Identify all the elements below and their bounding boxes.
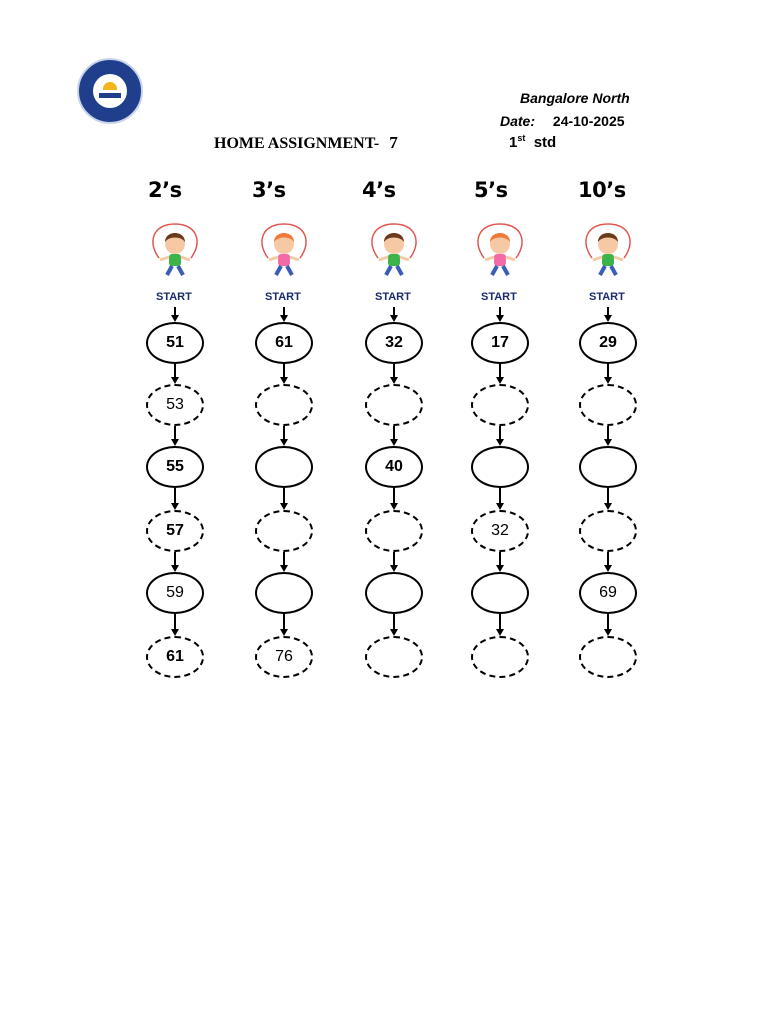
column-heading: 10’s <box>578 178 626 202</box>
down-arrow-icon <box>604 565 612 572</box>
down-arrow-icon <box>280 565 288 572</box>
number-bubble: 29 <box>579 322 637 364</box>
logo-emblem <box>93 74 127 108</box>
down-arrow-icon <box>496 439 504 446</box>
blank-answer-bubble[interactable] <box>471 446 529 488</box>
blank-answer-bubble[interactable] <box>471 384 529 426</box>
connector-line <box>607 614 609 630</box>
number-bubble: 55 <box>146 446 204 488</box>
down-arrow-icon <box>171 629 179 636</box>
down-arrow-icon <box>604 377 612 384</box>
jumping-boy-icon <box>578 222 638 280</box>
connector-line <box>393 488 395 504</box>
start-label: START <box>375 291 411 303</box>
connector-line <box>607 488 609 504</box>
down-arrow-icon <box>280 439 288 446</box>
connector-line <box>499 552 501 566</box>
jumping-girl-icon <box>254 222 314 280</box>
connector-line <box>283 364 285 378</box>
connector-line <box>607 364 609 378</box>
number-bubble: 69 <box>579 572 637 614</box>
standard-label <box>509 133 556 151</box>
down-arrow-icon <box>496 315 504 322</box>
connector-line <box>607 552 609 566</box>
title-text: HOME ASSIGNMENT- <box>214 135 380 152</box>
down-arrow-icon <box>171 565 179 572</box>
column-heading: 4’s <box>362 178 396 202</box>
connector-line <box>174 488 176 504</box>
school-logo <box>77 58 143 124</box>
down-arrow-icon <box>390 503 398 510</box>
down-arrow-icon <box>496 629 504 636</box>
jumping-boy-icon <box>364 222 424 280</box>
connector-line <box>174 614 176 630</box>
number-bubble: 53 <box>146 384 204 426</box>
blank-answer-bubble[interactable] <box>255 572 313 614</box>
connector-line <box>393 552 395 566</box>
blank-answer-bubble[interactable] <box>365 510 423 552</box>
connector-line <box>499 364 501 378</box>
date-label: Date: <box>500 113 536 129</box>
down-arrow-icon <box>280 503 288 510</box>
down-arrow-icon <box>604 503 612 510</box>
blank-answer-bubble[interactable] <box>471 636 529 678</box>
logo-bar <box>99 93 121 98</box>
std-word: std <box>533 134 557 151</box>
blank-answer-bubble[interactable] <box>471 572 529 614</box>
number-bubble: 61 <box>255 322 313 364</box>
page-title <box>214 133 398 153</box>
start-label: START <box>156 291 192 303</box>
column-heading: 2’s <box>148 178 182 202</box>
connector-line <box>174 364 176 378</box>
start-label: START <box>481 291 517 303</box>
down-arrow-icon <box>496 377 504 384</box>
connector-line <box>499 488 501 504</box>
start-label: START <box>589 291 625 303</box>
number-bubble: 32 <box>365 322 423 364</box>
assignment-number: 7 <box>389 133 398 152</box>
connector-line <box>607 426 609 440</box>
connector-line <box>283 426 285 440</box>
connector-line <box>174 552 176 566</box>
blank-answer-bubble[interactable] <box>255 446 313 488</box>
date-value: 24-10-2025 <box>552 113 625 129</box>
number-bubble: 40 <box>365 446 423 488</box>
jumping-boy-icon <box>145 222 205 280</box>
number-bubble: 57 <box>146 510 204 552</box>
number-bubble: 59 <box>146 572 204 614</box>
number-bubble: 17 <box>471 322 529 364</box>
blank-answer-bubble[interactable] <box>365 384 423 426</box>
down-arrow-icon <box>604 315 612 322</box>
blank-answer-bubble[interactable] <box>579 636 637 678</box>
down-arrow-icon <box>171 503 179 510</box>
down-arrow-icon <box>604 439 612 446</box>
connector-line <box>393 364 395 378</box>
connector-line <box>174 426 176 440</box>
down-arrow-icon <box>280 315 288 322</box>
number-bubble: 61 <box>146 636 204 678</box>
down-arrow-icon <box>390 629 398 636</box>
std-number: 1 <box>509 134 518 151</box>
branch-name: Bangalore North <box>520 90 630 106</box>
connector-line <box>283 614 285 630</box>
column-heading: 5’s <box>474 178 508 202</box>
blank-answer-bubble[interactable] <box>579 384 637 426</box>
down-arrow-icon <box>390 377 398 384</box>
blank-answer-bubble[interactable] <box>579 510 637 552</box>
number-bubble: 51 <box>146 322 204 364</box>
down-arrow-icon <box>390 439 398 446</box>
connector-line <box>283 552 285 566</box>
blank-answer-bubble[interactable] <box>365 636 423 678</box>
down-arrow-icon <box>280 629 288 636</box>
logo-sun-icon <box>103 82 117 90</box>
number-bubble: 76 <box>255 636 313 678</box>
blank-answer-bubble[interactable] <box>365 572 423 614</box>
down-arrow-icon <box>604 629 612 636</box>
down-arrow-icon <box>171 315 179 322</box>
down-arrow-icon <box>171 377 179 384</box>
std-suffix: st <box>517 133 526 143</box>
down-arrow-icon <box>496 565 504 572</box>
connector-line <box>393 426 395 440</box>
connector-line <box>499 614 501 630</box>
down-arrow-icon <box>390 565 398 572</box>
column-heading: 3’s <box>252 178 286 202</box>
connector-line <box>283 488 285 504</box>
blank-answer-bubble[interactable] <box>255 384 313 426</box>
down-arrow-icon <box>280 377 288 384</box>
blank-answer-bubble[interactable] <box>255 510 313 552</box>
down-arrow-icon <box>390 315 398 322</box>
number-bubble: 32 <box>471 510 529 552</box>
down-arrow-icon <box>171 439 179 446</box>
connector-line <box>499 426 501 440</box>
connector-line <box>393 614 395 630</box>
start-label: START <box>265 291 301 303</box>
jumping-girl-icon <box>470 222 530 280</box>
down-arrow-icon <box>496 503 504 510</box>
blank-answer-bubble[interactable] <box>579 446 637 488</box>
date-row <box>500 113 625 129</box>
